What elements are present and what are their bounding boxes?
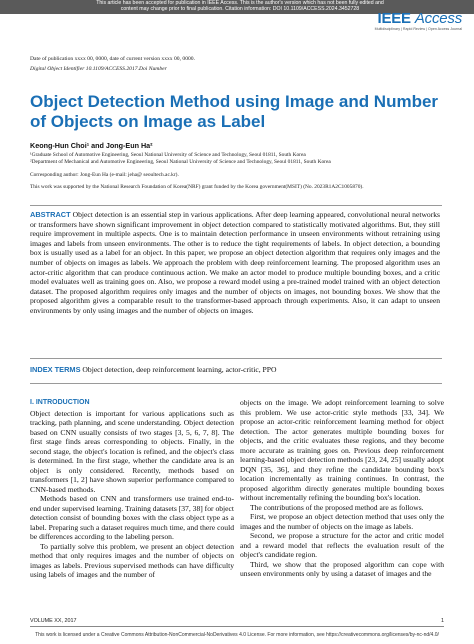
logo-ieee-text: IEEE — [377, 10, 411, 27]
logo-access-text: Access — [414, 10, 462, 27]
section-heading-introduction: I. INTRODUCTION — [30, 399, 90, 406]
index-terms-label: INDEX TERMS — [30, 365, 81, 374]
license-note: This work is licensed under a Creative Commons Attribution-NonCommercial-NoDerivatives 4.0 License. For more information, see https://creativecommons.org/licenses/by-nc-nd/4.0/ — [35, 632, 439, 638]
volume-label: VOLUME XX, 2017 — [30, 618, 77, 624]
body-paragraph: Methods based on CNN and transformers use trained end-to-end under supervised learning. Training datasets [37, 38] for object detection consist of bounding boxes with the class object type as a label. Preparing such a dataset requires much time, and there could be differences according to the labeling person. — [30, 494, 234, 541]
body-paragraph: Object detection is important for various applications such as tracking, path planning, and scene understanding. Object detection based on CNN usually consists of two stages [3, 5, 6, 7, 8]. The first stage finds areas corresponding to objects. Finally, in the second stage, the object's location is refined, and the object's class is determined. In the first stage, whether the candidate area is an object is only considered. Recently, methods based on transformers [1, 2] have shown superior performance compared to CNN-based methods. — [30, 408, 234, 494]
body-paragraph: Third, we show that the proposed algorithm can cope with unseen environments only by using a dataset of images and the — [240, 559, 444, 578]
body-paragraph: Second, we propose a structure for the actor and critic model and a reward model that reflects the evaluation result of the object's candidate region. — [240, 531, 444, 559]
index-top-rule — [30, 358, 442, 359]
logo-tagline: Multidisciplinary | Rapid Review | Open Access Journal — [374, 27, 462, 31]
ieee-access-logo — [375, 10, 462, 31]
publication-dates: Date of publication xxxx 00, 0000, date of current version xxxx 00, 0000. — [30, 56, 195, 62]
abstract-top-rule — [30, 205, 442, 206]
abstract-label: ABSTRACT — [30, 210, 71, 219]
affiliation-1: ¹Graduate School of Automotive Engineering, Seoul National University of Science and Technology, Seoul 01811, South Korea — [30, 152, 306, 158]
paper-title: Object Detection Method using Image and Number of Objects on Image as Label — [30, 92, 439, 131]
body-paragraph: To partially solve this problem, we present an object detection method that only requires images and the number of objects on images as labels. Previous supervised methods can have difficulty using labels of images and the number of — [30, 541, 234, 579]
author-list: Keong-Hun Choi¹ and Jong-Eun Ha² — [30, 141, 153, 150]
notice-line-2: content may change prior to final publication. Citation information: DOI 10.1109/ACCESS.2024.3452728 — [120, 6, 360, 13]
doi-line: Digital Object Identifier 10.1109/ACCESS.2017.Doi Number — [30, 66, 167, 72]
funding-note: This work was supported by the National Research Foundation of Korea(NRF) grant funded by the Korea government(MSIT) (No. 2023R1A2C1005870). — [30, 184, 364, 190]
affiliation-2: ²Department of Mechanical and Automotive Engineering, Seoul National University of Science and Technology, Seoul 01811, South Korea — [30, 158, 331, 165]
abstract-text: Object detection is an essential step in various applications. After deep learning appeared, convolutional neural networks or transformers have shown significant improvement in object detection compared to statistically motivated algorithms. But, they still require improvement in multiple aspects. One is to maintain detection performance in unseen environments without retraining using images and labels from unseen environments. The other is to reduce the tight requirements of labels. In object detection, a bounding box is usually used as a label for an object. In this paper, we propose an object detection algorithm that requires only images and the number of objects on images as labels. We approach the problem with deep reinforcement learning. The proposed algorithm uses an actor-critic algorithm that can produce continuous action. We make an actor model to produce multiple bounding boxes, and a critic model evaluates well as training goes on. Also, we propose a reward model using a pre-trained model trained with an object detection dataset. The proposed algorithm requires only images and the number of objects on images, not bounding boxes. We show that the proposed algorithm gives a comparable result to the transformer-based approach through experiments. Also, it can adapt to unseen environments by only using images and the number of objects on images. — [30, 210, 440, 315]
affiliations — [30, 152, 331, 165]
index-bottom-rule — [30, 383, 442, 384]
body-paragraph: First, we propose an object detection method that uses only the images and the number of objects on the image as labels. — [240, 512, 444, 531]
index-terms-text: Object detection, deep reinforcement learning, actor-critic, PPO — [82, 365, 277, 374]
body-paragraph: objects on the image. We adopt reinforcement learning to solve this problem. We use actor-critic style methods [33, 34]. We propose an actor-critic reinforcement learning method for object detection. The actor generates multiple bounding boxes for objects, and the critic evaluates these regions, and they become more accurate as training goes on. Previous deep reinforcement learning-based object detection methods [23, 24, 25] usually adopt DQN [35, 36], and they refine the candidate bounding box's location incrementally as training continues. In contrast, the proposed algorithm directly generates multiple bounding boxes without incrementally refining the bounding box's location. — [240, 398, 444, 502]
abstract — [30, 210, 440, 316]
page-number: 1 — [441, 618, 444, 624]
body-paragraph: The contributions of the proposed method are as follows. — [250, 502, 424, 512]
right-column — [240, 398, 444, 579]
corresponding-author: Corresponding author: Jong-Eun Ha (e-mail: jeha@ seoultech.ac.kr). — [30, 172, 179, 178]
publisher-notice — [90, 0, 390, 13]
footer-rule — [30, 626, 444, 627]
index-terms — [30, 365, 276, 374]
notice-line-1: This article has been accepted for publication in IEEE Access. This is the author's version which has not been fully edited and — [96, 0, 384, 6]
left-column — [30, 398, 234, 580]
